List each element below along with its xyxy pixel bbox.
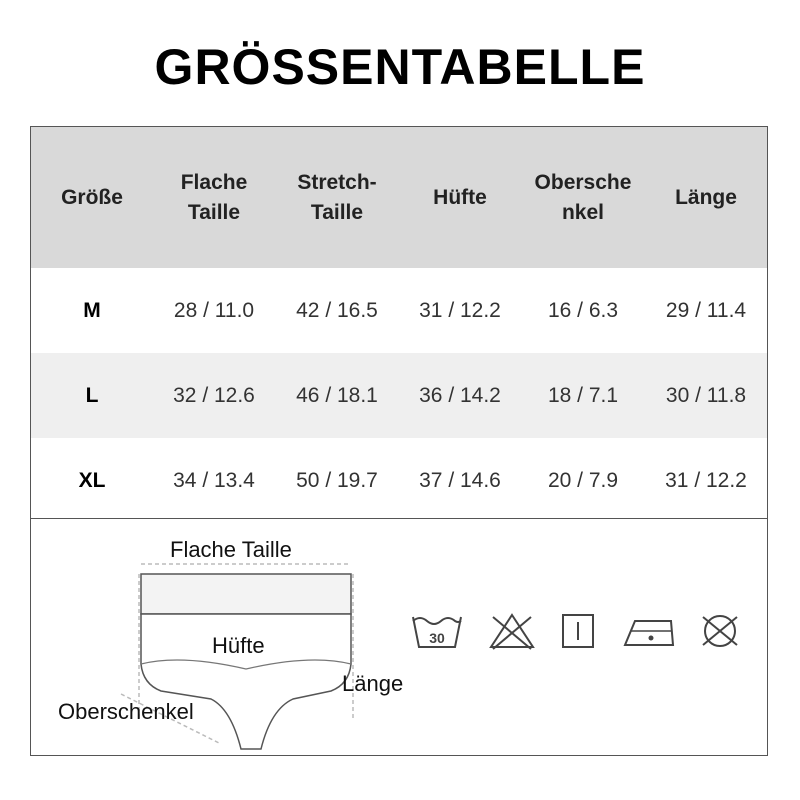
no-dry-clean-icon — [697, 611, 743, 651]
label-flat-waist: Flache Taille — [170, 537, 292, 562]
line-dry-icon — [561, 611, 595, 651]
table-header — [31, 127, 767, 268]
table-cell: 28 / 11.0 — [173, 298, 255, 322]
table-cell: 30 / 11.8 — [665, 383, 747, 407]
label-thigh: Oberschenkel — [58, 699, 194, 724]
table-row-m — [31, 268, 767, 353]
table-row-l — [31, 353, 767, 438]
header-hip: Hüfte — [433, 185, 487, 209]
header-flat-waist: Flache Taille — [180, 170, 248, 224]
table-cell: 36 / 14.2 — [419, 383, 501, 407]
table-cell: 50 / 19.7 — [296, 468, 378, 492]
table-cell: 46 / 18.1 — [296, 383, 378, 407]
table-cell: 29 / 11.4 — [665, 298, 747, 322]
table-cell: 31 / 12.2 — [665, 468, 747, 492]
page-title: GRÖSSENTABELLE — [154, 39, 646, 95]
table-cell: 20 / 7.9 — [547, 468, 619, 492]
measurement-diagram — [31, 519, 767, 755]
header-length: Länge — [675, 185, 737, 209]
table-cell: XL — [78, 468, 106, 492]
label-length: Länge — [342, 671, 404, 696]
table-cell: L — [85, 383, 99, 407]
table-cell: 34 / 13.4 — [173, 468, 255, 492]
table-cell: 32 / 12.6 — [173, 383, 255, 407]
label-hip: Hüfte — [212, 633, 265, 658]
header-thigh: Obersche nkel — [534, 170, 632, 224]
table-cell: 42 / 16.5 — [296, 298, 378, 322]
iron-low-icon — [621, 611, 677, 651]
table-cell: M — [83, 298, 101, 322]
table-row-xl — [31, 438, 767, 523]
svg-text:30: 30 — [429, 630, 445, 646]
header-stretch-waist: Stretch- Taille — [297, 170, 377, 224]
no-bleach-icon — [487, 611, 537, 651]
table-cell: 16 / 6.3 — [547, 298, 619, 322]
size-chart — [30, 126, 768, 756]
table-cell: 37 / 14.6 — [419, 468, 501, 492]
wash-30-icon — [409, 611, 465, 651]
table-cell: 18 / 7.1 — [547, 383, 619, 407]
header-size: Größe — [61, 185, 123, 209]
table-cell: 31 / 12.2 — [419, 298, 501, 322]
